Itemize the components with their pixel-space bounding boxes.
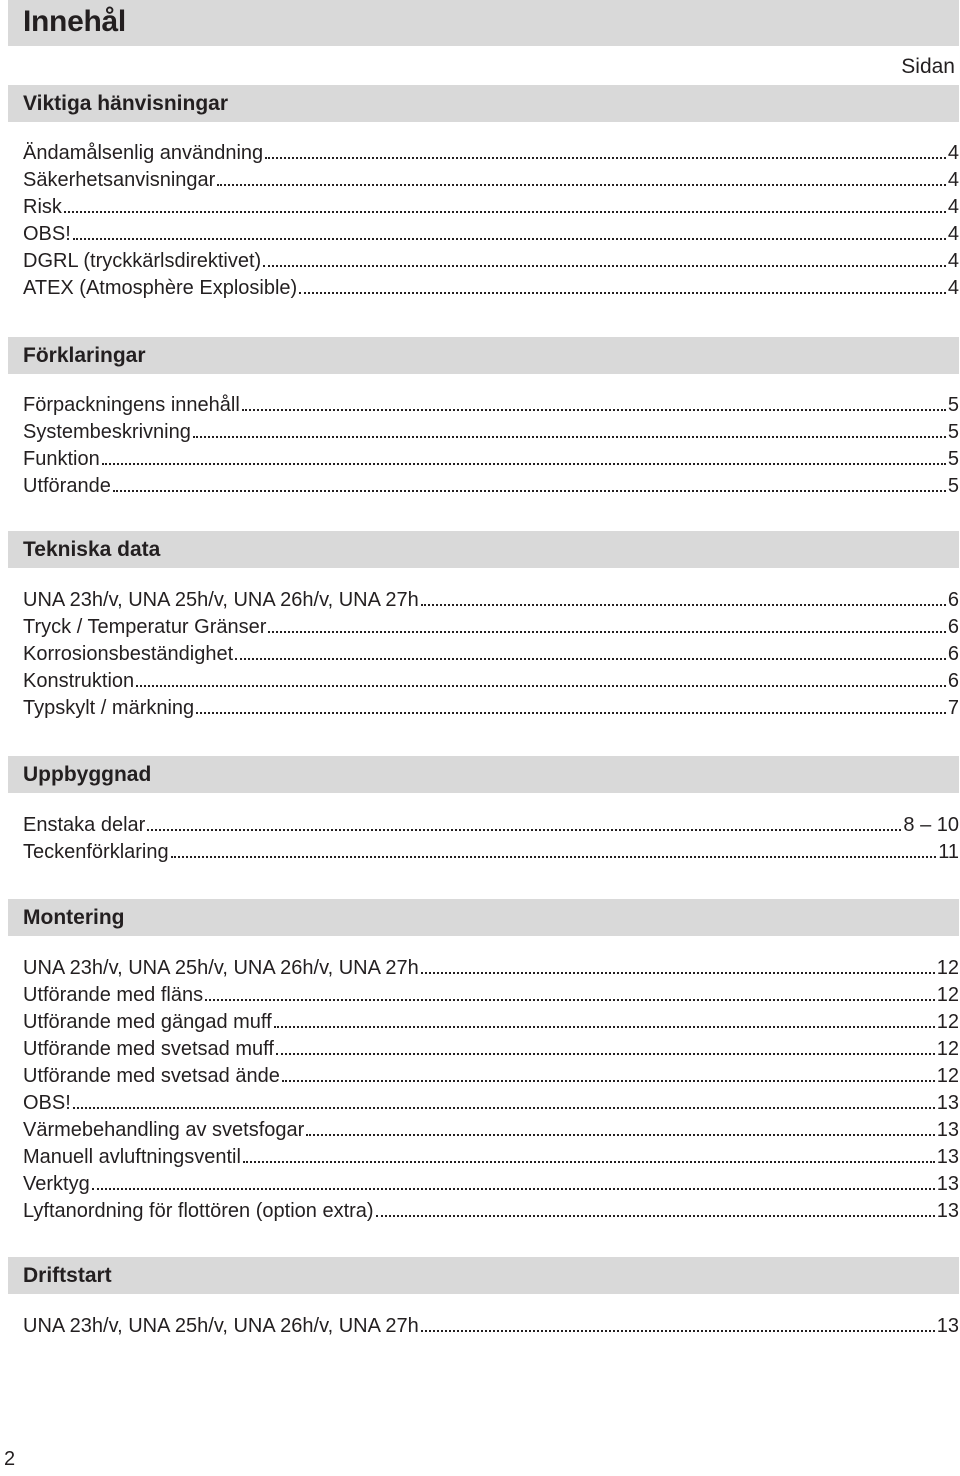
dot-leader [263, 259, 946, 267]
section-heading: Förklaringar [23, 344, 146, 367]
toc-entry[interactable] [23, 221, 959, 248]
toc-entry-label: Risk [23, 196, 62, 218]
toc-entry-label: Säkerhetsanvisningar [23, 169, 216, 191]
toc-entry-page: 6 [947, 589, 959, 611]
dot-leader [73, 1101, 935, 1109]
toc-entry-page: 4 [947, 142, 959, 164]
toc-title-bar [8, 0, 959, 46]
page-column-label: Sidan [901, 55, 955, 78]
toc-entry-page: 4 [947, 277, 959, 299]
dot-leader [421, 966, 935, 974]
toc-entry[interactable] [23, 1144, 959, 1171]
toc-entry[interactable] [23, 419, 959, 446]
toc-entry-page: 12 [936, 984, 959, 1006]
toc-entry[interactable] [23, 1171, 959, 1198]
section-heading: Tekniska data [23, 538, 161, 561]
section-heading: Driftstart [23, 1264, 112, 1287]
toc-title: Innehål [23, 5, 126, 38]
toc-entry[interactable] [23, 668, 959, 695]
section-entries [23, 392, 959, 500]
toc-entry-page: 7 [947, 697, 959, 719]
toc-entry-page: 6 [947, 616, 959, 638]
toc-entry-page: 6 [947, 670, 959, 692]
toc-entry-label: OBS! [23, 1092, 71, 1114]
toc-entry[interactable] [23, 392, 959, 419]
toc-entry-page: 12 [936, 957, 959, 979]
toc-entry-label: Utförande med gängad muff [23, 1011, 272, 1033]
toc-entry-label: Manuell avluftningsventil [23, 1146, 241, 1168]
toc-entry-page: 12 [936, 1011, 959, 1033]
section-entries [23, 1313, 959, 1340]
toc-entry-page: 13 [936, 1092, 959, 1114]
dot-leader [147, 823, 901, 831]
toc-entry-label: Värmebehandling av svetsfogar [23, 1119, 305, 1141]
section-heading-bar [8, 899, 959, 936]
toc-entry[interactable] [23, 194, 959, 221]
toc-entry-label: UNA 23h/v, UNA 25h/v, UNA 26h/v, UNA 27h [23, 589, 419, 611]
dot-leader [196, 706, 946, 714]
dot-leader [113, 484, 946, 492]
toc-entry-page: 13 [936, 1200, 959, 1222]
section-heading-bar [8, 756, 959, 793]
toc-entry-page: 12 [936, 1038, 959, 1060]
toc-entry-label: OBS! [23, 223, 71, 245]
toc-entry-label: Enstaka delar [23, 814, 146, 836]
section-heading-bar [8, 1257, 959, 1294]
toc-entry[interactable] [23, 1117, 959, 1144]
dot-leader [299, 286, 946, 294]
toc-entry-label: UNA 23h/v, UNA 25h/v, UNA 26h/v, UNA 27h [23, 1315, 419, 1337]
toc-entry-label: ATEX (Atmosphère Explosible) [23, 277, 298, 299]
toc-entry-label: Förpackningens innehåll [23, 394, 240, 416]
toc-entry-page: 13 [936, 1315, 959, 1337]
dot-leader [193, 430, 946, 438]
toc-entry[interactable] [23, 1313, 959, 1340]
section-heading: Viktiga hänvisningar [23, 92, 229, 115]
toc-entry-page: 4 [947, 250, 959, 272]
toc-entry[interactable] [23, 955, 959, 982]
toc-entry[interactable] [23, 1036, 959, 1063]
dot-leader [205, 993, 935, 1001]
section-heading-bar [8, 337, 959, 374]
toc-entry[interactable] [23, 982, 959, 1009]
dot-leader [243, 1155, 935, 1163]
toc-entry-page: 13 [936, 1119, 959, 1141]
toc-entry-page: 12 [936, 1065, 959, 1087]
section-heading-bar [8, 531, 959, 568]
toc-entry-label: Lyftanordning för flottören (option extra) [23, 1200, 374, 1222]
dot-leader [276, 1047, 935, 1055]
toc-entry-page: 5 [947, 475, 959, 497]
toc-entry-label: Utförande med svetsad muff [23, 1038, 274, 1060]
section-entries [23, 812, 959, 866]
toc-entry[interactable] [23, 614, 959, 641]
toc-entry[interactable] [23, 140, 959, 167]
dot-leader [306, 1128, 934, 1136]
toc-entry-label: Systembeskrivning [23, 421, 191, 443]
toc-entry-label: Teckenförklaring [23, 841, 169, 863]
section-entries [23, 587, 959, 722]
toc-entry-page: 4 [947, 169, 959, 191]
toc-entry-page: 5 [947, 421, 959, 443]
dot-leader [102, 457, 946, 465]
section-entries [23, 140, 959, 302]
toc-entry-page: 6 [947, 643, 959, 665]
toc-entry-page: 4 [947, 223, 959, 245]
toc-entry-page: 4 [947, 196, 959, 218]
toc-entry[interactable] [23, 695, 959, 722]
toc-entry-label: Konstruktion [23, 670, 135, 692]
section-entries [23, 955, 959, 1225]
dot-leader [268, 625, 945, 633]
section-heading: Uppbyggnad [23, 763, 152, 786]
toc-entry[interactable] [23, 473, 959, 500]
toc-entry[interactable] [23, 446, 959, 473]
dot-leader [136, 679, 946, 687]
toc-entry-page: 8 – 10 [903, 814, 959, 836]
toc-entry-page: 13 [936, 1146, 959, 1168]
toc-entry-page: 5 [947, 448, 959, 470]
section-heading-bar [8, 85, 959, 122]
toc-entry-label: Ändamålsenlig användning [23, 142, 264, 164]
toc-entry[interactable] [23, 275, 959, 302]
dot-leader [217, 178, 946, 186]
toc-entry-label: Utförande med svetsad ände [23, 1065, 280, 1087]
dot-leader [282, 1074, 935, 1082]
dot-leader [421, 1324, 935, 1332]
dot-leader [242, 403, 946, 411]
toc-entry[interactable] [23, 1090, 959, 1117]
page-number: 2 [4, 1448, 16, 1470]
toc-entry[interactable] [23, 812, 959, 839]
dot-leader [376, 1209, 935, 1217]
toc-entry-label: DGRL (tryckkärlsdirektivet) [23, 250, 262, 272]
toc-entry[interactable] [23, 839, 959, 866]
toc-entry-label: Korrosionsbeständighet [23, 643, 234, 665]
toc-entry[interactable] [23, 587, 959, 614]
dot-leader [274, 1020, 935, 1028]
toc-entry[interactable] [23, 167, 959, 194]
toc-entry-page: 11 [938, 841, 959, 863]
dot-leader [421, 598, 946, 606]
dot-leader [73, 232, 946, 240]
dot-leader [92, 1182, 935, 1190]
toc-entry-label: UNA 23h/v, UNA 25h/v, UNA 26h/v, UNA 27h [23, 957, 419, 979]
toc-entry-label: Utförande med fläns [23, 984, 204, 1006]
toc-entry-page: 13 [936, 1173, 959, 1195]
section-heading: Montering [23, 906, 125, 929]
dot-leader [64, 205, 946, 213]
toc-entry[interactable] [23, 248, 959, 275]
toc-entry[interactable] [23, 1009, 959, 1036]
dot-leader [171, 850, 937, 858]
toc-entry-label: Funktion [23, 448, 100, 470]
toc-entry[interactable] [23, 641, 959, 668]
toc-entry-label: Verktyg [23, 1173, 90, 1195]
toc-entry-label: Utförande [23, 475, 111, 497]
dot-leader [265, 151, 946, 159]
toc-entry[interactable] [23, 1198, 959, 1225]
toc-entry[interactable] [23, 1063, 959, 1090]
toc-entry-page: 5 [947, 394, 959, 416]
dot-leader [235, 652, 946, 660]
toc-entry-label: Tryck / Temperatur Gränser [23, 616, 267, 638]
toc-entry-label: Typskylt / märkning [23, 697, 195, 719]
